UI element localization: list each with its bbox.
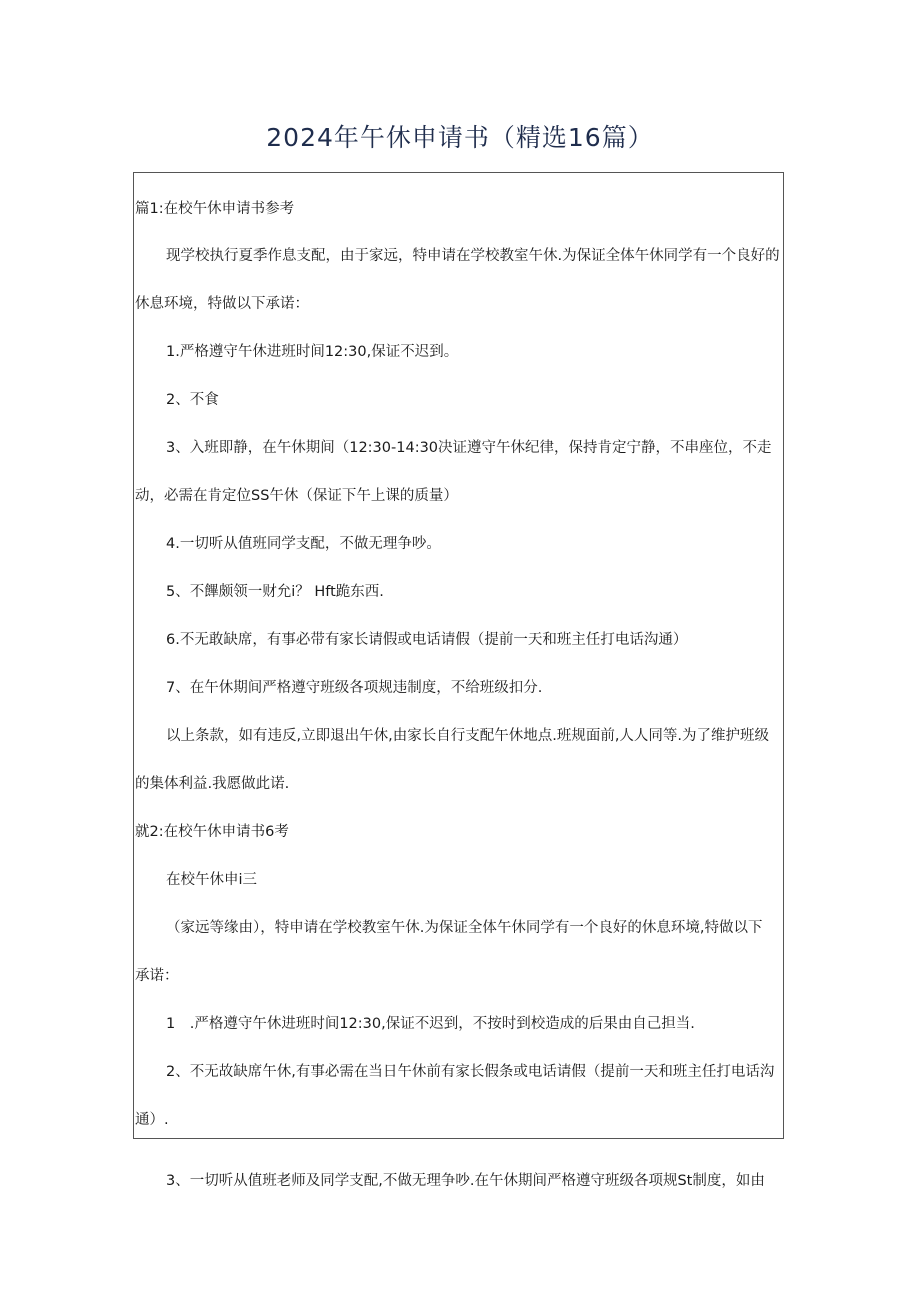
paragraph-line: 动，必需在肯定位SS午休（保证下午上课的质量） [135, 488, 458, 504]
document-title: 2024年午休申请书（精选16篇） [266, 123, 654, 152]
paragraph-line: 以上条款，如有违反,立即退出午休,由家长自行支配午休地点.班规面前,人人同等.为了维护班级 [166, 728, 770, 744]
paragraph-line: 通）. [135, 1112, 169, 1128]
list-item: 3、入班即静，在午休期间（12:30-14:30决证遵守午休纪律，保持肯定宁静，不串座位，不走 [166, 440, 772, 456]
paragraph-line: 休息环境，特做以下承诺： [135, 296, 309, 312]
paragraph-line: 承诺： [135, 968, 179, 984]
list-item: 5、不饆颇领一财允i？ Hft跪东西. [166, 584, 384, 600]
list-item: 6.不无敢缺席，有事必带有家长请假或电话请假（提前一天和班主任打电话沟通） [166, 632, 688, 648]
paragraph-line: 的集体利益.我愿做此诺. [135, 776, 290, 792]
list-item: 7、在午休期间严格遵守班级各项规违制度，不给班级扣分. [166, 680, 543, 696]
list-item: 3、一切听从值班老师及同学支配,不做无理争吵.在午休期间严格遵守班级各项规St制度，如由 [166, 1173, 765, 1189]
list-item: 1 .严格遵守午休进班时间12:30,保证不迟到，不按时到校造成的后果由自己担当. [166, 1016, 695, 1032]
content-box [133, 172, 784, 1139]
section-heading-1: 篇1:在校午休申请书参考 [135, 201, 295, 217]
paragraph-line: 在校午休申i三 [166, 872, 258, 888]
list-item: 4.一切听从值班同学支配，不做无理争吵。 [166, 536, 441, 552]
list-item: 1.严格遵守午休进班时间12:30,保证不迟到。 [166, 344, 459, 360]
section-heading-2: 就2:在校午休申请书6考 [135, 824, 289, 840]
paragraph-line: 现学校执行夏季作息支配，由于家远，特申请在学校教室午休.为保证全体午休同学有一个良好的 [166, 248, 780, 264]
paragraph-line: （家远等缘由），特申请在学校教室午休.为保证全体午休同学有一个良好的休息环境,特做以下 [166, 920, 763, 936]
list-item: 2、不无故缺席午休,有事必需在当日午休前有家长假条或电话请假（提前一天和班主任打电话沟 [166, 1064, 775, 1080]
list-item: 2、不食 [166, 392, 219, 408]
